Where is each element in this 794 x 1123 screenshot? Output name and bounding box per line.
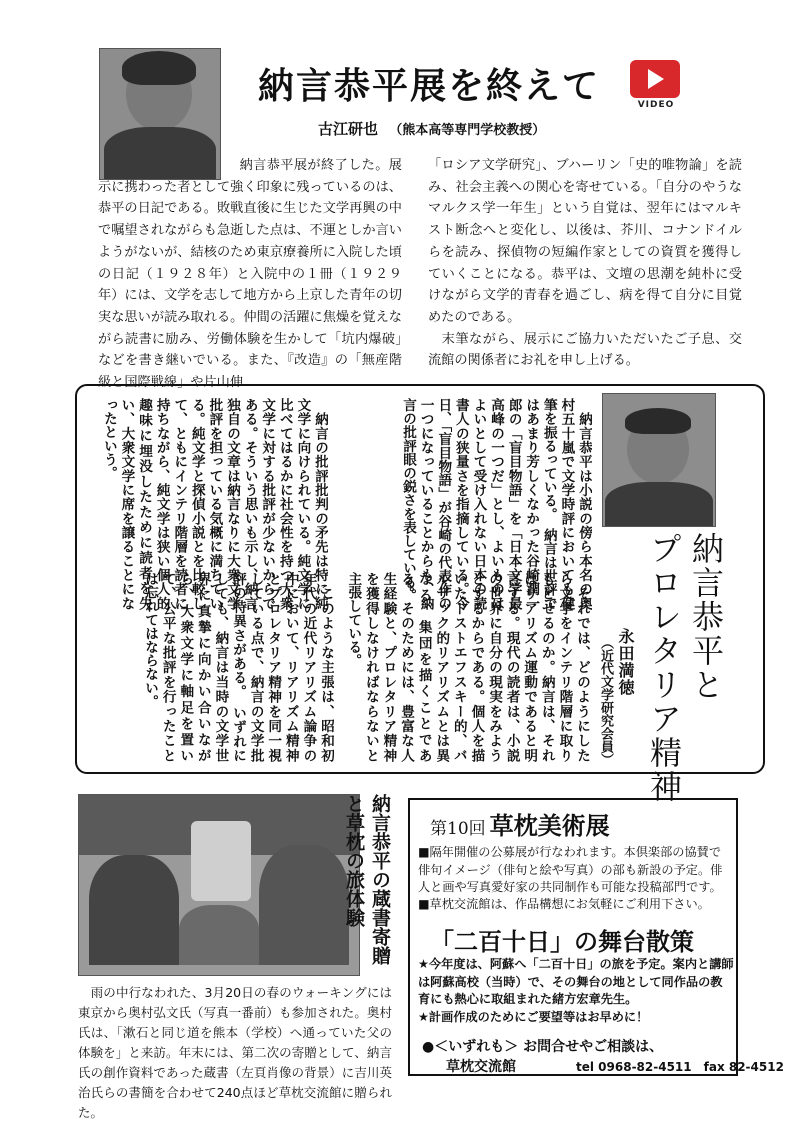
article-closing: 末筆ながら、展示にご協力いただいたご子息、交流館の関係者にお礼を申し上げる。	[428, 331, 742, 369]
essay-lower-b: このような主張は、昭和初年代の近代リアリズム論争の中において、リアリズム精神とプロレタリア精神を同一視している点で、納言の文学批評の特異さがある。 いずれにしても、納言は当時の文学世界に真摯に向かい合いながら、大衆文学に軸足を置いて、公平な批評を行ったことは忘れてはならない。	[142, 572, 334, 762]
essay-upper-b: 納言の批評批判の矛先は特に純文学に向けられている。純文学に比べてはるかに社会性を持つ大衆文学に対する批評が少ないからである。そういう思いも示し、納言独自の文章は納言なりに大衆文学批評を担っている気概に満ちている。純文学と探偵小説とを比較して、ともにインテリ階層を読者に持ちながら、純文学は狭い個人的趣味に埋没したために読者を失い、大衆文学に席を譲ることになったという。	[100, 398, 328, 610]
play-icon	[648, 69, 664, 89]
article-column-left: 納言恭平展が終了した。展示に携わった者として強く印象に残っているのは、恭平の日記である。敗戦直後に生じた文学再興の中で嘱望されながらも急逝した点は、不運としか言いようがないが、結核のため東京療養所に入院した頃の日記（１９２８年）と入院中の１冊（１９２９年）には、文学を志して地方から上京した青年の切実な思いが読み取れる。仲間の活躍に焦燥を覚えながら読書に励み、労働体験を生かして「坑内爆破」などを書き継いでいる。また、『改造』の「無産階級と国際戦線」や片山伸	[98, 158, 402, 391]
tour-caption: 雨の中行なわれた、3月20日の春のウォーキングには東京から奥村弘文氏（写真一番前）も参加された。奥村氏は、「漱石と同じ道を熊本（学校）へ通っていた父の体験を」と来訪。年末には、第二次の寄贈として、納言氏の創作資料であった蔵書（左頁肖像の背景）に吉川英治氏らの書簡を合わせて240点ほど草枕交流館に贈られた。	[78, 985, 392, 1120]
notice-item: ■隔年開催の公募展が行なわれます。本倶楽部の協賛で俳句イメージ（俳句と絵や写真）の部も新設の予定。俳人と画や写真愛好家の共同制作も可能な投稿部門です。	[418, 845, 723, 894]
art-exhibition-heading	[430, 806, 610, 841]
contact-organization: 草枕交流館	[446, 1059, 516, 1075]
walk-item: ★今年度は、阿蘇へ「二百十日」の旅を予定。案内と講師は阿蘇高校（当時）で、その舞台の地として同作品の教育にも熱心に取組まれた緒方宏章先生。	[418, 957, 734, 1006]
tour-title-line1: 納言恭平の蔵書寄贈	[369, 794, 391, 965]
article-title: 納言恭平展を終えて	[258, 65, 601, 107]
walk-heading: 「二百十日」の舞台散策	[430, 927, 694, 956]
author-affiliation: （熊本高等専門学校教授）	[389, 123, 546, 138]
essay-title-line2: プロレタリア精神	[645, 532, 683, 804]
essay-affiliation: （近代文学研究会員）	[598, 636, 613, 766]
essay-author: 永田満徳	[616, 628, 635, 696]
essay-upper-a: 納言恭平は小説の傍ら本名の奥村五十嵐で文学時評においても健筆を振るっている。 納言は世評ではあまり芳しくなかった谷崎潤一郎の「盲目物語」を「日本文学最高峰の一つだ」とし、よいものはよいとして受け入れない日本の読書人の狭量さを指摘している。今日、「盲目物語」が谷崎の代表作の一つになっていることからも、納言の批評眼の鋭さを表している。	[400, 398, 592, 610]
essay-lower-a: それでは、どのようにしたら文学をインテリ階層に取りもどせるのか。納言は、それはリアリズム運動であると明言する。現代の読者は、小説の世界に自分の現実をみようとするからである。個人を描いたドストエフスキー的、バルザック的リアリズムとは異なる、集団を描くことである。そのためには、豊富な人生経験と、プロレタリア精神を獲得しなければならないと主張している。	[345, 572, 590, 762]
essay-title-line1: 納言恭平と	[687, 532, 725, 702]
author-name: 古江研也	[318, 120, 379, 138]
contact-phone[interactable]: tel 0968-82-4511 fax 82-4512	[576, 1060, 784, 1074]
article-column-right	[428, 155, 742, 372]
notice-box	[408, 798, 784, 1076]
article-paragraph: 「ロシア文学研究」、ブハーリン「史的唯物論」を読み、社会主義への関心を寄せている。「自分のやうなマルクス学一年生」という自覚は、翌年にはマルキスト断念へと変化し、以後は、芥川、コナンドイルらを読み、探偵物の短編作家としての資質を獲得していくことになる。恭平は、文壇の思潮を純朴に受けながら文学的青春を過ごし、病を得て自分に目覚めたのである。	[428, 158, 742, 325]
art-exhibition-name: 草枕美術展	[489, 811, 610, 840]
art-exhibition-edition: 第10回	[430, 819, 486, 839]
byline	[318, 118, 545, 139]
contact-line: ●＜いずれも＞ お問合せやご相談は、	[422, 1039, 664, 1055]
author-photo-nagata	[602, 393, 716, 527]
walk-item: ★計画作成のためにご要望等はお早めに！	[418, 1010, 649, 1024]
walking-group-photo	[78, 794, 360, 976]
video-badge[interactable]	[630, 60, 682, 114]
video-label: VIDEO	[637, 100, 675, 110]
notice-item: ■草枕交流館は、作品構想にお気軽にご利用下さい。	[418, 897, 710, 911]
tour-title-line2: と草枕の旅体験	[343, 794, 365, 927]
